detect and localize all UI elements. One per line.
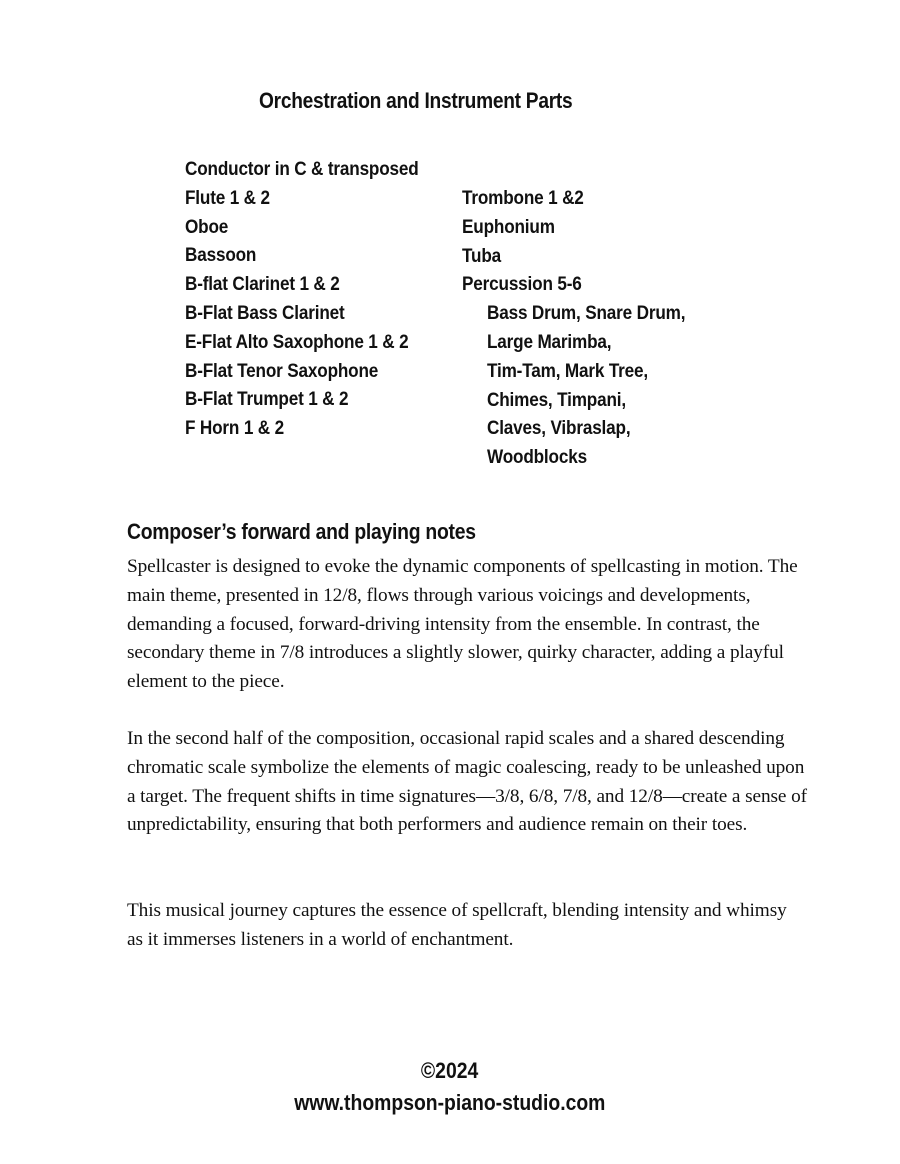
percussion-item: Claves, Vibraslap, xyxy=(487,417,631,440)
notes-heading: Composer’s forward and playing notes xyxy=(127,519,476,544)
percussion-item: Chimes, Timpani, xyxy=(487,388,626,411)
instrument-part-percussion: Percussion 5-6 xyxy=(462,273,582,296)
notes-paragraph: This musical journey captures the essence of spellcraft, blending intensity and whimsy as it immerses listeners in a world of enchantment. xyxy=(127,900,787,950)
instrument-part: B-Flat Trumpet 1 & 2 xyxy=(185,388,349,411)
notes-paragraph: In the second half of the composition, occasional rapid scales and a shared descending chromatic scale symbolize the elements of magic coalescing, ready to be unleashed upon a target. The frequent shifts in time signatures—3/8, 6/8, 7/8, and 12/8—create a sense of unpredictability, ensuring that both performers and audience remain on their toes. xyxy=(127,728,807,836)
percussion-item: Large Marimba, xyxy=(487,330,612,353)
instrument-part: Trombone 1 &2 xyxy=(462,187,584,209)
instrument-part: B-Flat Tenor Saxophone xyxy=(185,359,379,382)
instrument-part: F Horn 1 & 2 xyxy=(185,417,284,440)
percussion-item: Woodblocks xyxy=(487,446,587,469)
instrument-part: Bassoon xyxy=(185,244,257,267)
instrument-part: Flute 1 & 2 xyxy=(185,186,270,209)
copyright-notice xyxy=(0,1058,900,1084)
copyright-text: ©2024 xyxy=(421,1058,479,1083)
notes-paragraph: Spellcaster is designed to evoke the dynamic components of spellcasting in motion. The main theme, presented in 12/8, flows through various voicings and developments, demanding a focused, forward-driving intensity from the ensemble. In contrast, the secondary theme in 7/8 introduces a slightly slower, quirky character, adding a playful element to the piece. xyxy=(127,556,798,693)
website-url xyxy=(0,1090,900,1116)
instrument-part: E-Flat Alto Saxophone 1 & 2 xyxy=(185,330,409,353)
instrument-list-right xyxy=(462,184,712,472)
instrument-part: B-Flat Bass Clarinet xyxy=(185,301,345,324)
page-title: Orchestration and Instrument Parts xyxy=(259,88,573,113)
instrument-part: Conductor in C & transposed xyxy=(185,158,419,180)
percussion-item: Tim-Tam, Mark Tree, xyxy=(487,359,649,382)
instrument-part: Tuba xyxy=(462,244,502,267)
instrument-part: B-flat Clarinet 1 & 2 xyxy=(185,273,340,296)
instrument-part: Euphonium xyxy=(462,215,555,238)
percussion-item: Bass Drum, Snare Drum, xyxy=(487,302,686,325)
instrument-part: Oboe xyxy=(185,215,229,238)
instrument-list-left xyxy=(185,155,450,443)
website-text: www.thompson-piano-studio.com xyxy=(294,1090,606,1115)
